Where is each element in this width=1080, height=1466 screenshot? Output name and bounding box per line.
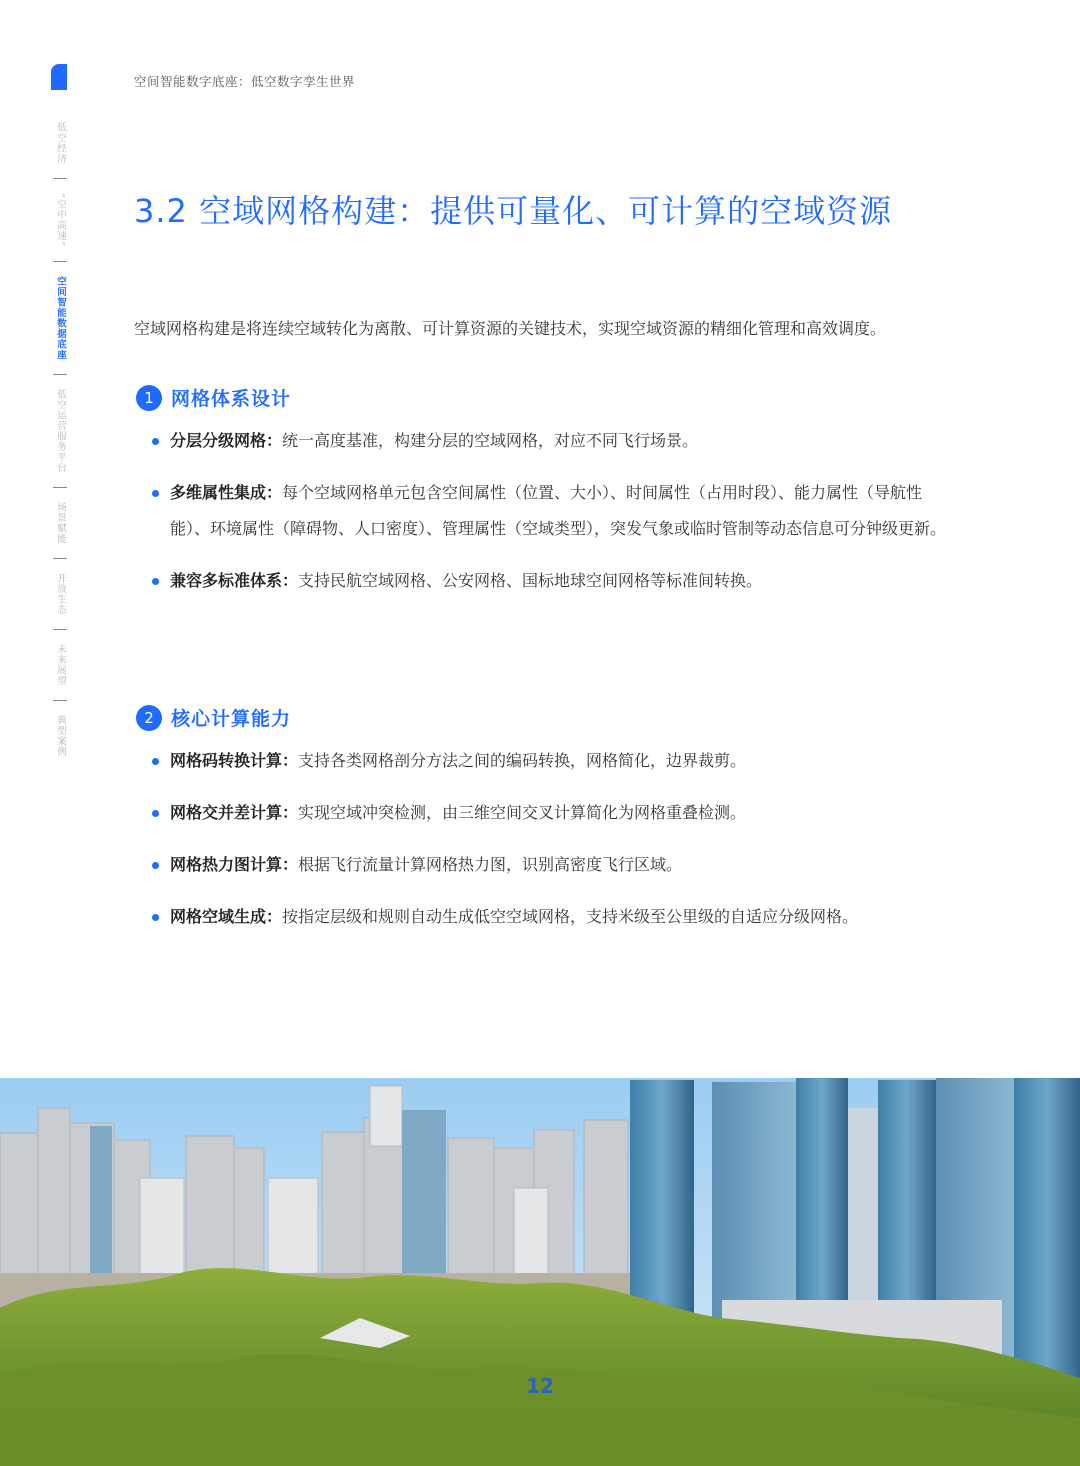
list-item [152,475,952,547]
list-item [152,743,952,779]
side-nav-item[interactable]: “空中高速” [55,193,66,247]
bullet-text: 根据飞行流量计算网格热力图，识别高密度飞行区域。 [298,855,683,874]
side-nav-item[interactable]: 未来展望 [55,643,66,686]
side-nav-item[interactable]: 低空运营服务平台 [55,388,66,473]
bullet-text: 每个空域网格单元包含空间属性（位置、大小）、时间属性（占用时段）、能力属性（导航性能）、环境属性（障碍物、人口密度）、管理属性（空域类型），突发气象或临时管制等动态信息可分钟级更新。 [170,483,947,538]
subsection-title: 网格体系设计 [171,388,292,410]
side-nav-divider [53,487,67,488]
list-item [152,563,952,599]
list-item [152,423,952,459]
bullet-label: 多维属性集成： [170,483,283,502]
subsection-heading [136,704,291,731]
side-nav-divider [53,178,67,179]
bullet-label: 网格交并差计算： [170,803,299,822]
bullet-label: 分层分级网格： [170,431,283,450]
list-item [152,795,952,831]
side-nav [50,122,70,757]
side-nav-item[interactable]: 低空经济 [55,122,66,164]
section-title: 3.2 空域网格构建：提供可量化、可计算的空域资源 [134,192,893,230]
running-header: 空间智能数字底座：低空数字孪生世界 [134,74,356,89]
page-number: 12 [526,1374,554,1398]
side-nav-divider [53,700,67,701]
bullet-text: 实现空域冲突检测，由三维空间交叉计算简化为网格重叠检测。 [298,803,747,822]
bullet-label: 兼容多标准体系： [170,571,299,590]
bullet-label: 网格空域生成： [170,907,283,926]
list-item [152,899,952,935]
side-nav-divider [53,374,67,375]
bullet-list [152,743,952,935]
side-nav-item[interactable]: 典型案例 [55,714,66,757]
side-nav-item[interactable]: 开放生态 [55,572,66,615]
number-badge: 2 [136,705,162,731]
subsection-heading [136,384,291,411]
subsection-title: 核心计算能力 [171,708,292,730]
side-nav-divider [53,558,67,559]
bullet-text: 按指定层级和规则自动生成低空空域网格，支持米级至公里级的自适应分级网格。 [282,907,859,926]
city-skyline-photo [0,1078,1080,1466]
side-nav-item[interactable]: 场景赋能 [55,501,66,544]
side-nav-divider [53,629,67,630]
list-item [152,847,952,883]
side-nav-item-active[interactable]: 空间智能数据底座 [55,275,66,360]
bullet-label: 网格热力图计算： [170,855,299,874]
section-intro: 空域网格构建是将连续空域转化为离散、可计算资源的关键技术，实现空域资源的精细化管理和高效调度。 [134,319,887,338]
side-nav-divider [53,261,67,262]
bullet-list [152,423,952,599]
bullet-text: 支持各类网格剖分方法之间的编码转换，网格简化，边界裁剪。 [298,751,747,770]
bullet-text: 统一高度基准，构建分层的空域网格，对应不同飞行场景。 [282,431,699,450]
bullet-label: 网格码转换计算： [170,751,299,770]
bullet-text: 支持民航空域网格、公安网格、国标地球空间网格等标准间转换。 [298,571,763,590]
corner-tab-marker [51,64,67,90]
number-badge: 1 [136,385,162,411]
